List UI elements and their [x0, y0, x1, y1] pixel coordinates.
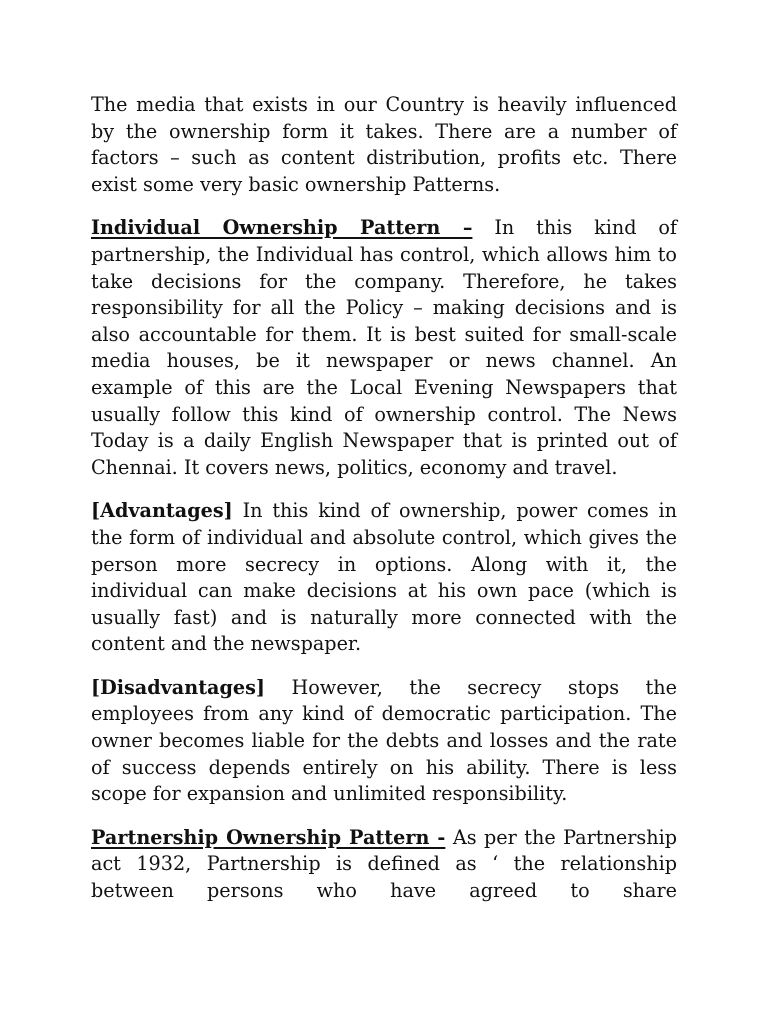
individual-ownership-paragraph [91, 215, 677, 481]
intro-paragraph [91, 92, 677, 198]
individual-ownership-text: In this kind of partnership, the Individual has control, which allows him to take decisions for the company. Therefore, he takes responsibility for all the Policy – making decisions and is also accountable for them. It is best suited for small-scale media houses, be it newspaper or news channel. An example of this are the Local Evening Newspapers that usually follow this kind of ownership control. The News Today is a daily English Newspaper that is printed out of Chennai. It covers news, politics, economy and travel. [91, 216, 678, 479]
partnership-ownership-paragraph [91, 825, 677, 905]
intro-text: The media that exists in our Country is heavily influenced by the ownership form it takes. There are a number of factors – such as content distribution, profits etc. There exist some very basic ownership Patterns. [91, 93, 677, 196]
advantages-text: In this kind of ownership, power comes in the form of individual and absolute control, which gives the person more secrecy in options. Along with it, the individual can make decisions at his own pace (which is usually fast) and is naturally more connected with the content and the newspaper. [91, 499, 677, 656]
individual-ownership-heading: Individual Ownership Pattern – [91, 216, 473, 240]
partnership-ownership-heading: Partnership Ownership Pattern - [91, 825, 446, 849]
advantages-label: [Advantages] [91, 499, 233, 523]
advantages-paragraph [91, 498, 677, 658]
disadvantages-label: [Disadvantages] [91, 675, 265, 699]
disadvantages-text: However, the secrecy stops the employees from any kind of democratic participation. The owner becomes liable for the debts and losses and the rate of success depends entirely on his ability. There is less scope for expansion and unlimited responsibility. [91, 675, 677, 806]
disadvantages-paragraph [91, 675, 677, 808]
partnership-ownership-text: As per the Partnership act 1932, Partnership is defined as ‘ the relationship between persons who have agreed to share [91, 825, 677, 903]
document-page [91, 92, 677, 922]
